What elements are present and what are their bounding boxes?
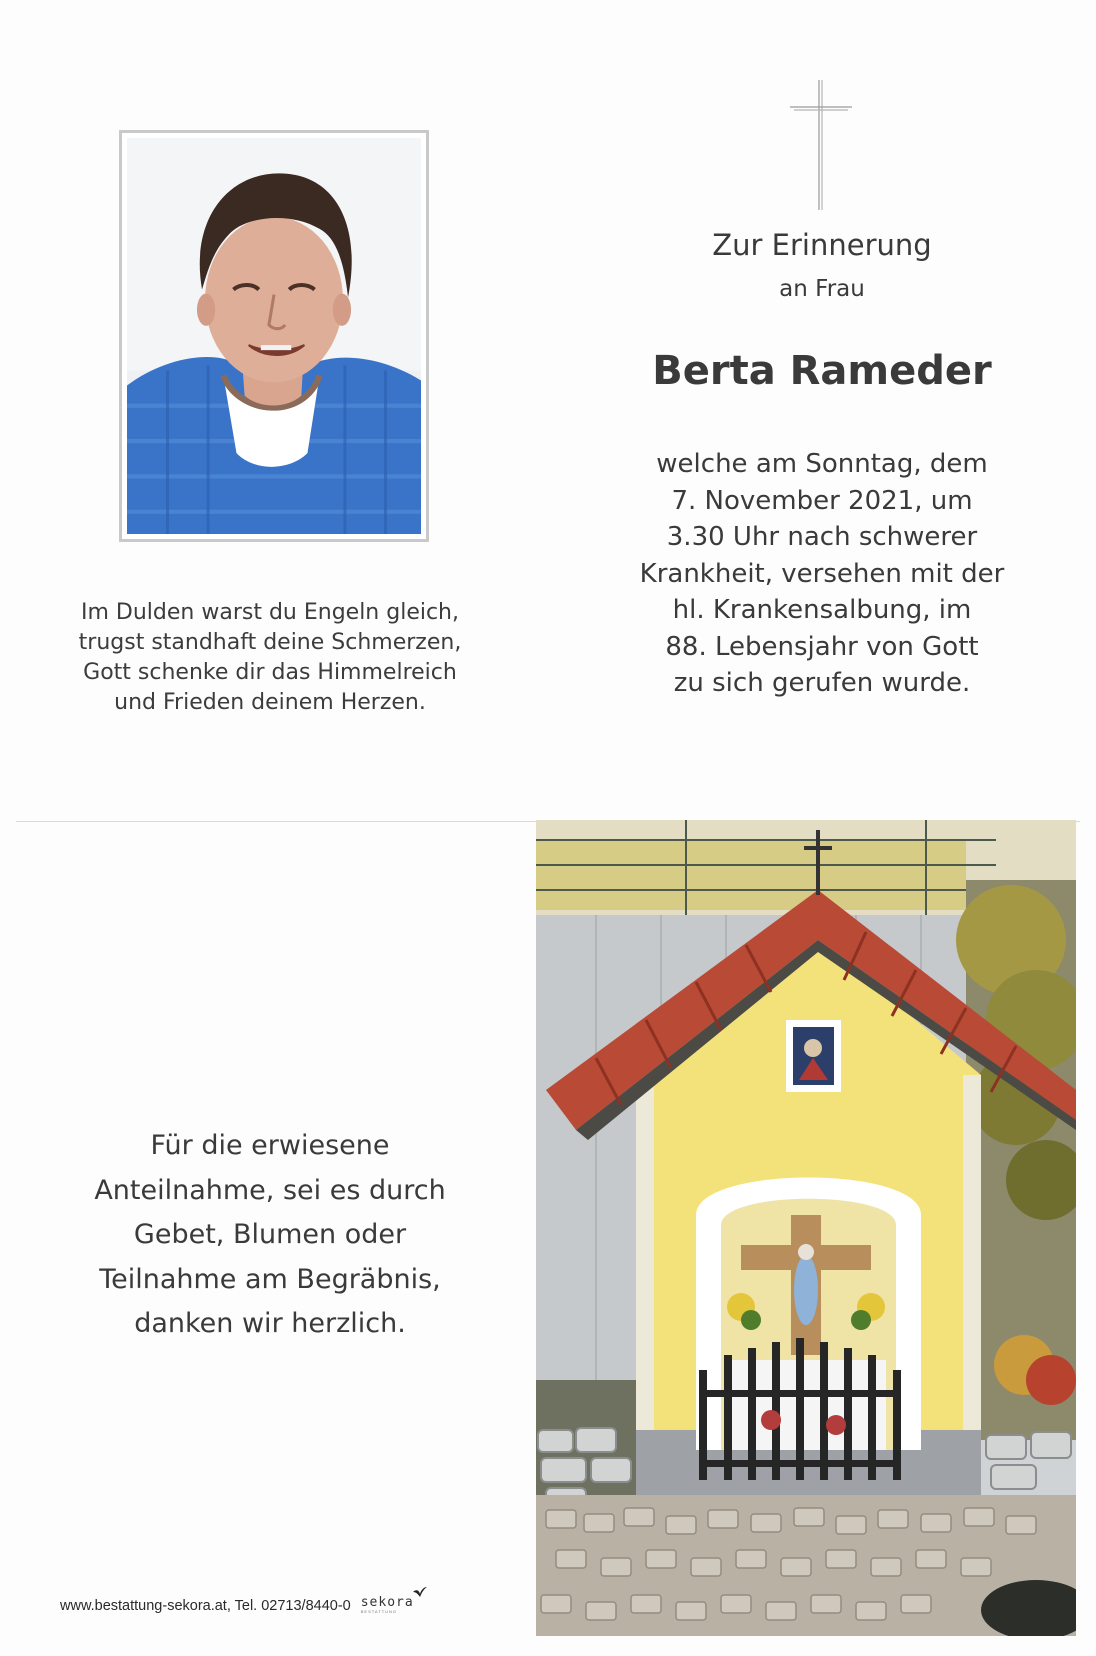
portrait-photo-frame [119, 130, 429, 542]
footer [60, 1596, 490, 1614]
bird-icon [412, 1586, 428, 1598]
announcement-line: hl. Krankensalbung, im [672, 595, 972, 625]
thanks-line: Anteilnahme, sei es durch [94, 1174, 446, 1206]
verse-line: Gott schenke dir das Himmelreich [83, 660, 457, 685]
chapel-photo [536, 820, 1076, 1636]
card-title: Zur Erinnerung [712, 228, 932, 262]
footer-contact: www.bestattung-sekora.at, Tel. 02713/8440-0 [60, 1598, 351, 1614]
announcement-line: 88. Lebensjahr von Gott [665, 631, 979, 662]
announcement-line: 3.30 Uhr nach schwerer [666, 522, 978, 552]
cross-icon [790, 80, 852, 210]
announcement-line: welche am Sonntag, dem [656, 449, 988, 479]
thanks-line: Gebet, Blumen oder [133, 1219, 407, 1250]
thanks-line: Für die erwiesene [150, 1130, 390, 1161]
card-subtitle: an Frau [779, 276, 865, 302]
deceased-name: Berta Rameder [652, 348, 992, 394]
announcement-line: 7. November 2021, um [671, 485, 973, 516]
logo-word: sekora [360, 1595, 414, 1610]
verse-line: und Frieden deinem Herzen. [114, 690, 426, 715]
thanks-text [60, 1124, 480, 1347]
verse-line: Im Dulden warst du Engeln gleich, [81, 600, 459, 625]
thanks-line: Teilnahme am Begräbnis, [99, 1263, 441, 1295]
chapel-illustration [536, 820, 1076, 1636]
verse-line: trugst standhaft deine Schmerzen, [78, 630, 462, 655]
announcement-line: zu sich gerufen wurde. [673, 668, 971, 698]
announcement [600, 446, 1044, 702]
announcement-line: Krankheit, versehen mit der [639, 558, 1005, 589]
verse [60, 598, 480, 718]
thanks-line: danken wir herzlich. [134, 1308, 406, 1339]
sekora-logo [361, 1596, 414, 1614]
portrait-photo [127, 138, 421, 534]
logo-subtitle: BESTATTUNG [360, 1609, 398, 1614]
